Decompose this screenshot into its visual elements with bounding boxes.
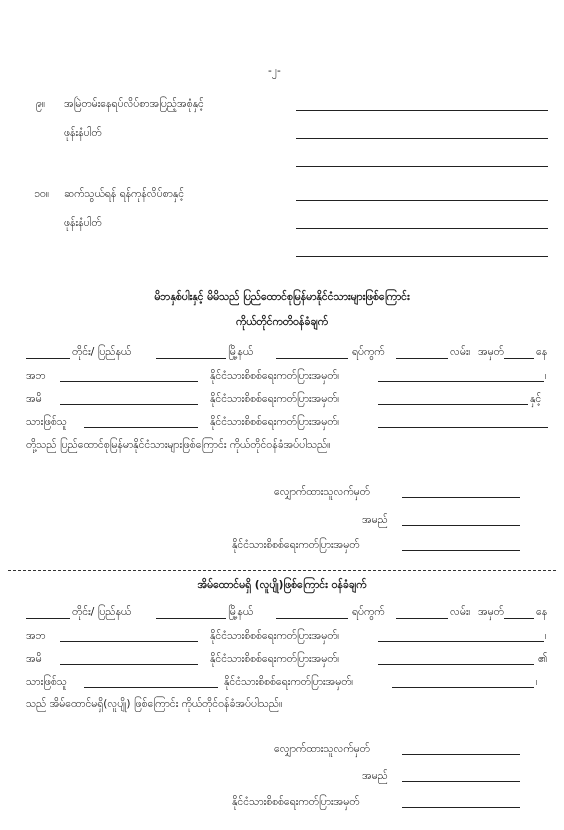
s2-child-end-mark: ၊ <box>536 676 538 688</box>
s2-father-nrc-label: နိုင်ငံသားစိစစ်ရေးကတ်ပြားအမှတ်၊ <box>210 630 340 642</box>
s2-mother-nrc-label: နိုင်ငံသားစိစစ်ရေးကတ်ပြားအမှတ်၊ <box>210 653 340 665</box>
s1-region-field[interactable] <box>26 358 70 359</box>
s2-father-label: အဘ <box>26 630 46 642</box>
s2-child-nrc-label: နိုင်ငံသားစိစစ်ရေးကတ်ပြားအမှတ်၊ <box>224 676 354 688</box>
s1-name-label: အမည် <box>362 514 388 526</box>
section-divider <box>8 570 556 571</box>
s1-house-no-label: အမှတ် <box>478 346 504 358</box>
s1-child-nrc-label: နိုင်ငံသားစိစစ်ရေးကတ်ပြားအမှတ်၊ <box>210 416 340 428</box>
s1-mother-nrc-field[interactable] <box>378 404 528 405</box>
s1-father-end-mark: ၊ <box>545 370 547 382</box>
s2-ward-field[interactable] <box>276 618 348 619</box>
s1-signature-label: လျှောက်ထားသူလက်မှတ် <box>274 486 370 498</box>
s1-father-nrc-label: နိုင်ငံသားစိစစ်ရေးကတ်ပြားအမှတ်၊ <box>210 370 340 382</box>
item10-answer-line-1[interactable] <box>296 200 548 201</box>
s2-ward-label: ရပ်ကွက် <box>352 606 385 618</box>
s2-signature-field[interactable] <box>402 754 520 755</box>
s2-township-label: မြို့နယ် <box>228 606 254 618</box>
s1-ward-field[interactable] <box>276 358 348 359</box>
item10-label-line2: ဖုန်းနံပါတ် <box>64 217 102 229</box>
s1-house-no-field[interactable] <box>504 358 534 359</box>
s2-mother-nrc-field[interactable] <box>378 664 534 665</box>
s2-father-name-field[interactable] <box>60 641 198 642</box>
s1-signature-field[interactable] <box>402 497 520 498</box>
item9-answer-line-1[interactable] <box>296 110 548 111</box>
s1-township-label: မြို့နယ် <box>228 346 254 358</box>
item10-answer-line-2[interactable] <box>296 228 548 229</box>
s1-nrc-no-label: နိုင်ငံသားစိစစ်ရေးကတ်ပြားအမှတ် <box>232 539 360 551</box>
s1-mother-name-field[interactable] <box>60 404 198 405</box>
s2-child-name-field[interactable] <box>84 687 218 688</box>
s1-region-label: တိုင်း/ ပြည်နယ် <box>72 346 132 358</box>
s1-resident-label: နေ <box>536 346 548 358</box>
section1-title-line2: ကိုယ်တိုင်ကတိဝန်ခံချက် <box>235 316 329 328</box>
s1-child-name-field[interactable] <box>84 427 198 428</box>
s2-region-label: တိုင်း/ ပြည်နယ် <box>72 606 132 618</box>
item9-answer-line-2[interactable] <box>296 138 548 139</box>
page-number: -၂- <box>268 65 281 77</box>
item9-answer-line-3[interactable] <box>296 166 548 167</box>
s2-father-nrc-field[interactable] <box>378 641 544 642</box>
s1-child-label: သားဖြစ်သူ <box>26 416 67 428</box>
s2-region-field[interactable] <box>26 618 70 619</box>
s2-child-label: သားဖြစ်သူ <box>26 676 67 688</box>
s1-township-field[interactable] <box>156 358 226 359</box>
item10-answer-line-3[interactable] <box>296 256 548 257</box>
item10-label-line1: ဆက်သွယ်ရန် ရန်ကုန်လိပ်စာနှင့် <box>64 188 185 200</box>
s2-street-label: လမ်း၊ <box>450 606 471 618</box>
s1-street-field[interactable] <box>396 358 448 359</box>
s2-house-no-label: အမှတ် <box>478 606 504 618</box>
s2-nrc-no-label: နိုင်ငံသားစိစစ်ရေးကတ်ပြားအမှတ် <box>232 796 360 808</box>
s1-ward-label: ရပ်ကွက် <box>352 346 385 358</box>
s1-mother-label: အမိ <box>26 393 42 405</box>
s2-mother-name-field[interactable] <box>60 664 198 665</box>
s2-child-nrc-field[interactable] <box>392 687 534 688</box>
section2-title: အိမ်ထောင်မရှိ (လူပျို)ဖြစ်ကြောင်း ဝန်ခံချက် <box>197 579 367 591</box>
s1-statement: တို့သည် ပြည်ထောင်စုမြန်မာနိုင်ငံသားများဖြစ်ကြောင်း ကိုယ်တိုင်ဝန်ခံအပ်ပါသည်။ <box>26 439 331 451</box>
s2-resident-label: နေ <box>536 606 548 618</box>
s2-name-field[interactable] <box>402 781 520 782</box>
item10-number: ၁၀။ <box>34 188 49 200</box>
s2-of-label: ၏ <box>538 653 548 665</box>
s2-mother-label: အမိ <box>26 653 42 665</box>
s1-mother-nrc-label: နိုင်ငံသားစိစစ်ရေးကတ်ပြားအမှတ်၊ <box>210 393 340 405</box>
s2-father-end-mark: ၊ <box>545 630 547 642</box>
s1-father-name-field[interactable] <box>60 381 198 382</box>
item9-label-line2: ဖုန်းနံပါတ် <box>64 127 102 139</box>
s1-nrc-no-field[interactable] <box>402 550 520 551</box>
section1-title-line1: မိဘနှစ်ပါးနှင့် မိမိသည် ပြည်ထောင်စုမြန်မာနိုင်ငံသားများဖြစ်ကြောင်း <box>154 291 410 303</box>
item9-number: ၉။ <box>36 98 46 110</box>
s1-street-label: လမ်း၊ <box>450 346 471 358</box>
s2-house-no-field[interactable] <box>504 618 534 619</box>
s1-father-label: အဘ <box>26 370 46 382</box>
s1-father-nrc-field[interactable] <box>378 381 544 382</box>
s1-name-field[interactable] <box>402 525 520 526</box>
s2-street-field[interactable] <box>396 618 448 619</box>
s1-child-nrc-field[interactable] <box>378 427 548 428</box>
s2-name-label: အမည် <box>362 770 388 782</box>
s2-nrc-no-field[interactable] <box>402 807 520 808</box>
item9-label-line1: အမြဲတမ်းနေရပ်လိပ်စာအပြည့်အစုံနှင့် <box>64 98 204 110</box>
s2-township-field[interactable] <box>156 618 226 619</box>
s2-signature-label: လျှောက်ထားသူလက်မှတ် <box>274 743 370 755</box>
s1-and-label: နှင့် <box>530 393 542 405</box>
s2-statement: သည် အိမ်ထောင်မရှိ(လူပျို) ဖြစ်ကြောင်း ကိုယ်တိုင်ဝန်ခံအပ်ပါသည်။ <box>26 698 283 710</box>
